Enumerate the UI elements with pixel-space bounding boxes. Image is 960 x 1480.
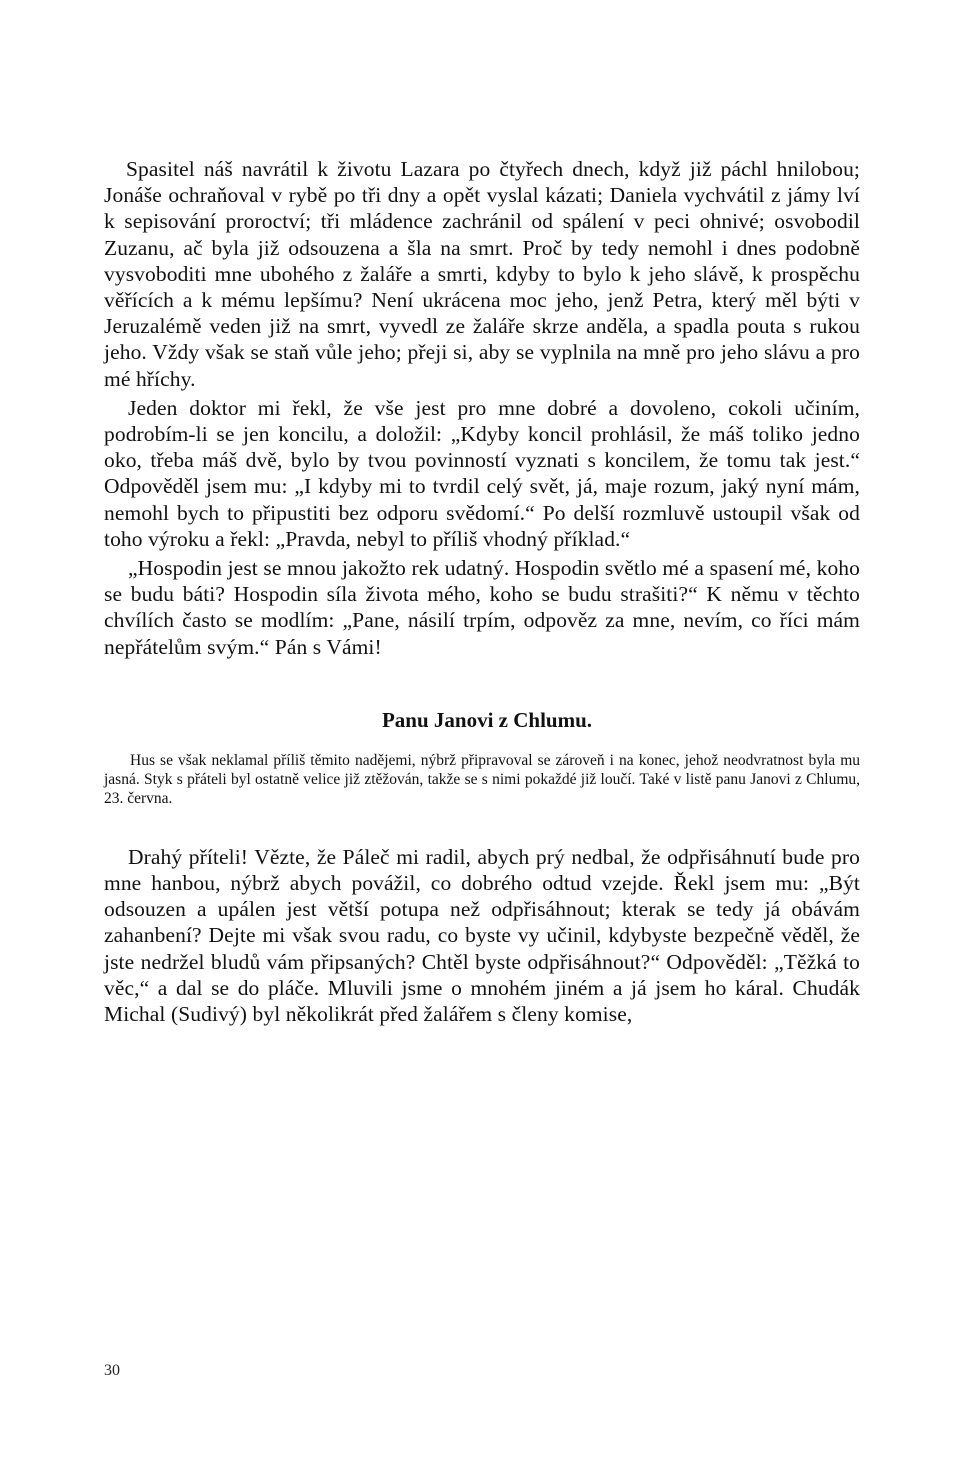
- editorial-note: Hus se však neklamal příliš těmito nadějemi, nýbrž připravoval se zároveň i na konec, jehož neodvratnost byla mu jasná. Styk s přáteli byl ostatně velice již ztěžován, takže se s nimi pokaždé již loučí. Také v listě panu Janovi z Chlumu, 23. června.: [104, 751, 860, 807]
- paragraph-prayer: „Hospodin jest se mnou jakožto rek udatný. Hospodin světlo mé a spasení mé, koho se budu báti? Hospodin síla života mého, koho se budu strašiti?“ K němu v těchto chvílích často se modlím: „Pane, násilí trpím, odpověz za mne, nevím, co říci mám nepřátelům svým.“ Pán s Vámi!: [104, 556, 860, 659]
- paragraph-lazarus: Spasitel náš navrátil k životu Lazara po čtyřech dnech, když již páchl hnilobou; Jonáše ochraňoval v rybě po tři dny a opět vyslal kázati; Daniela vychvátil z jámy lví k sepisování proroctví; tři mládence zachránil od spálení v peci ohnivé; osvobodil Zuzanu, ač byla již odsouzena a šla na smrt. Proč by tedy nemohl i dnes podobně vysvoboditi mne ubohého z žaláře a smrti, kdyby to bylo k jeho slávě, k prospěchu věřících a k mému lepšímu? Není ukrácena moc jeho, jenž Petra, který měl býti v Jeruzalémě veden již na smrt, vyvedl ze žaláře skrze anděla, a spadla pouta s rukou jeho. Vždy však se staň vůle jeho; přeji si, aby se vyplnila na mně pro jeho slávu a pro mé hříchy.: [104, 157, 860, 391]
- paragraph-letter: Drahý příteli! Vězte, že Páleč mi radil, abych prý nedbal, že odpřisáhnutí bude pro mne hanbou, nýbrž abych povážil, co dobrého odtud vzejde. Řekl jsem mu: „Být odsouzen a upálen jest větší potupa než odpřisáhnout; kterak se tedy já obávám zahanbení? Dejte mi však svou radu, co byste vy učinil, kdybyste bezpečně věděl, že jste nedržel bludů vám připsaných? Chtěl byste odpřisáhnout?“ Odpověděl: „Těžká to věc,“ a dal se do pláče. Mluvili jsme o mnohém jiném a já jsem ho káral. Chudák Michal (Sudivý) byl několikrát před žalářem s členy komise,: [104, 844, 860, 1027]
- paragraph-doctor: Jeden doktor mi řekl, že vše jest pro mne dobré a dovoleno, cokoli učiním, podrobím-li se jen koncilu, a doložil: „Kdyby koncil prohlásil, že máš toliko jedno oko, třeba máš dvě, bylo by tvou povinností vyznati s koncilem, že tomu tak jest.“ Odpověděl jsem mu: „I kdyby mi to tvrdil celý svět, já, maje rozum, jaký nyní mám, nemohl bych to připustiti bez odporu svědomí.“ Po delší rozmluvě ustoupil však od toho výroku a řekl: „Pravda, nebyl to příliš vhodný příklad.“: [104, 395, 860, 551]
- section-heading: Panu Janovi z Chlumu.: [381, 707, 593, 732]
- page-number: 30: [104, 1362, 120, 1379]
- page-body: [104, 156, 860, 1027]
